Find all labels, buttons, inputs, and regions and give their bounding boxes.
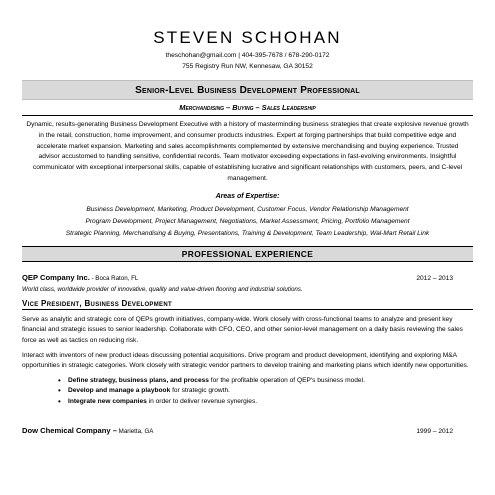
list-item: • Develop and manage a playbook for strategic growth. bbox=[58, 386, 230, 396]
bullet-icon: • bbox=[58, 375, 61, 385]
job-header bbox=[22, 420, 473, 438]
job-paragraph: Interact with inventors of new product ideas discussing potential acquisitions. Drive program and product development, identifying and exploring M&A opportunities in strategic categories. Work closely with strategic vendor partners to develop training and marketing plans which identify new opportunities. bbox=[22, 352, 469, 370]
company-location: Marietta, GA bbox=[116, 427, 154, 435]
achievement-list bbox=[22, 376, 473, 408]
contact-address: 755 Registry Run NW, Kennesaw, GA 30152 bbox=[182, 62, 313, 70]
company-description: World class, worldwide provider of innovative, quality and value-driven flooring and industrial solutions. bbox=[22, 285, 303, 293]
candidate-name: STEVEN SCHOHAN bbox=[153, 28, 342, 47]
bullet-icon: • bbox=[58, 397, 61, 406]
expertise-line: Strategic Planning, Merchandising & Buying, Presentations, Training & Development, Team Leadership, Wal-Mart Retail Link bbox=[65, 229, 430, 237]
list-item: • Define strategy, business plans, and process for the profitable operation of QEP's business model. bbox=[58, 375, 365, 385]
headline-banner bbox=[22, 80, 473, 100]
job-header bbox=[22, 267, 473, 285]
contact-info bbox=[22, 51, 473, 72]
expertise-line: Program Development, Project Management, Negotiations, Market Assessment, Pricing, Portfolio Management bbox=[85, 217, 410, 225]
company-location: - Boca Raton, FL bbox=[89, 274, 139, 282]
headline-title: Senior-Level Business Development Professional bbox=[135, 85, 360, 96]
job-dates: 2012 – 2013 bbox=[416, 274, 453, 282]
list-item: • Integrate new companies in order to deliver revenue synergies. bbox=[58, 397, 258, 406]
contact-email-phone: theschohan@gmail.com | 404-395-7678 / 678-290-0172 bbox=[165, 52, 330, 59]
expertise-title: Areas of Expertise: bbox=[215, 192, 280, 200]
experience-section-title: PROFESSIONAL EXPERIENCE bbox=[22, 246, 473, 262]
bullet-icon: • bbox=[58, 386, 61, 396]
headline-subtitle: Merchandising – Buying – Sales Leadership bbox=[22, 100, 473, 116]
expertise-line: Business Development, Marketing, Product Development, Customer Focus, Vendor Relationship Management bbox=[86, 205, 409, 213]
company-name: QEP Company Inc. bbox=[22, 272, 90, 282]
expertise-list bbox=[22, 204, 473, 240]
job-dates: 1999 – 2012 bbox=[416, 427, 453, 435]
professional-summary: Dynamic, results-generating Business Development Executive with a history of masterminding business strategies that create explosive revenue growth in the retail, construction, home improvement, and consumer products industries. Expert at forging partnerships that build competitive edge and accelerate market expansion. Marketing and sales accomplishments complemented by extensive merchandising and buying experience. Trusted advisor accustomed to handling sensitive, confidential records. Team motivator exceeding expectations in fast-evolving environments. Insightful communicator with exceptional interpersonal skills, capable of establishing lucrative and significant relationships with customers, peers, and C-level management. bbox=[26, 121, 469, 182]
company-name: Dow Chemical Company – bbox=[22, 425, 117, 435]
job-paragraph: Serve as analytic and strategic core of QEPs growth initiatives, company-wide. Work closely with cross-functional teams to analyze and present key financial and strategic issues to senior leadership. Collaborate with CFO, CEO, and other senior-level management on a daily basis reviewing the sales force as well as tactics on reducing risk. bbox=[22, 315, 463, 344]
job-role: Vice President, Business Development bbox=[22, 298, 473, 310]
